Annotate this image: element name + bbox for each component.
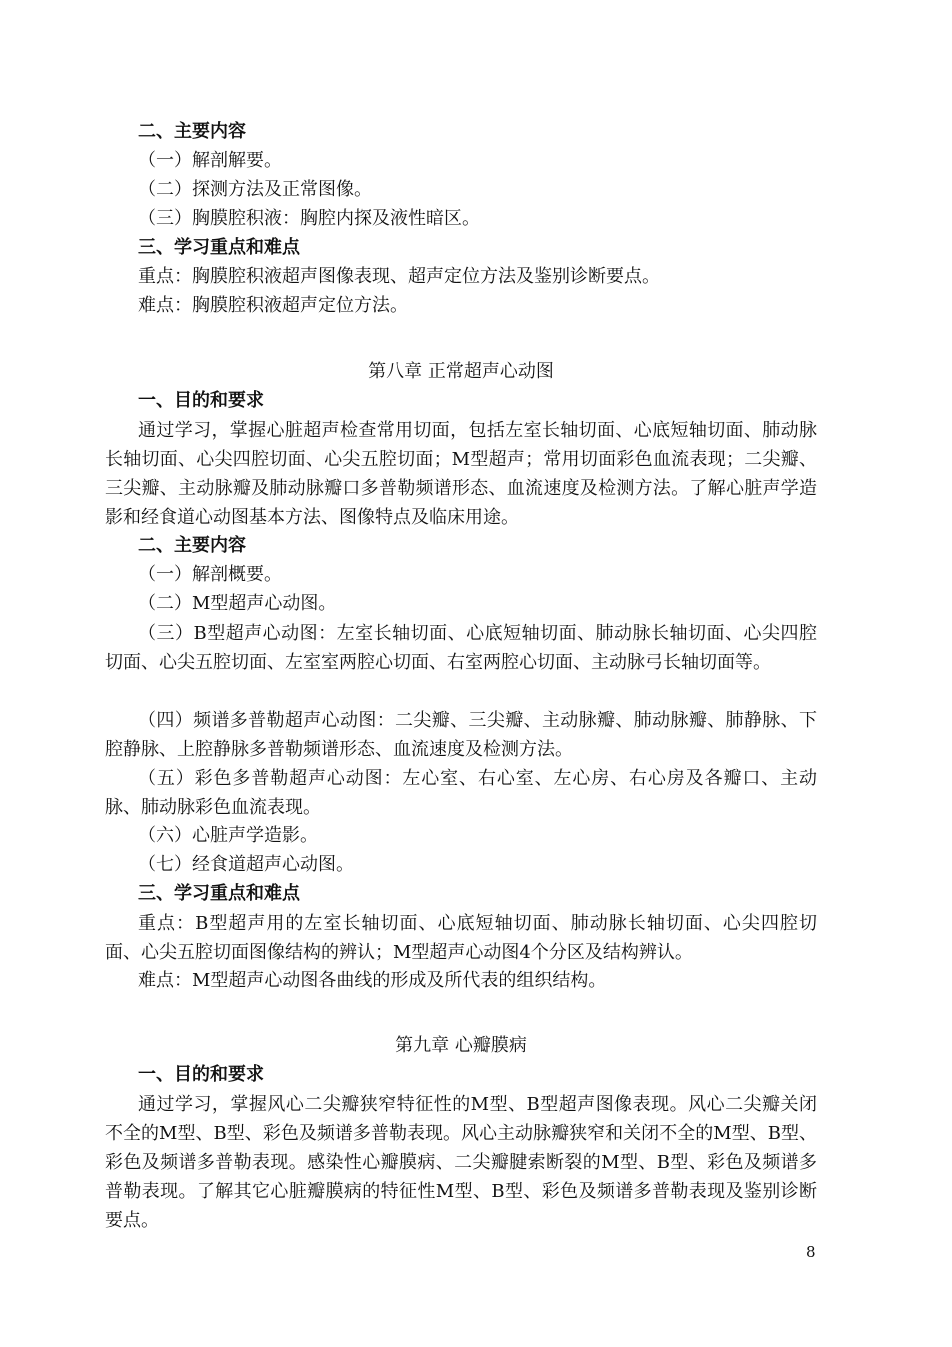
paragraph: 通过学习，掌握心脏超声检查常用切面，包括左室长轴切面、心底短轴切面、肺动脉长轴切面、心尖四腔切面、心尖五腔切面；M型超声；常用切面彩色血流表现；二尖瓣、三尖瓣、主动脉瓣及肺动脉瓣口多普勒频谱形态、血流速度及检测方法。了解心脏声学造影和经食道心动图基本方法、图像特点及临床用途。	[105, 420, 817, 528]
list-item: （六）心脏声学造影。	[138, 825, 318, 846]
difficulty-text: 难点：M型超声心动图各曲线的形成及所代表的组织结构。	[138, 970, 607, 991]
key-point-text: 重点：胸膜腔积液超声图像表现、超声定位方法及鉴别诊断要点。	[138, 266, 660, 287]
section-heading-objectives: 一、目的和要求	[138, 390, 264, 411]
section-heading-key-points: 三、学习重点和难点	[138, 237, 300, 258]
difficulty-text: 难点：胸膜腔积液超声定位方法。	[138, 295, 408, 316]
page-number: 8	[806, 1243, 816, 1261]
list-item: （一）解剖解要。	[138, 150, 282, 171]
list-item: （三）胸膜腔积液：胸腔内探及液性暗区。	[138, 208, 480, 229]
section-heading-objectives: 一、目的和要求	[138, 1064, 264, 1085]
section-heading-main-content: 二、主要内容	[138, 535, 246, 556]
list-item: （七）经食道超声心动图。	[138, 854, 354, 875]
chapter-title: 第八章 正常超声心动图	[368, 361, 554, 382]
list-item: （二）M型超声心动图。	[138, 593, 337, 614]
list-item: （二）探测方法及正常图像。	[138, 179, 372, 200]
list-item: （一）解剖概要。	[138, 564, 282, 585]
paragraph: 通过学习，掌握风心二尖瓣狭窄特征性的M型、B型超声图像表现。风心二尖瓣关闭不全的M型、B型、彩色及频谱多普勒表现。风心主动脉瓣狭窄和关闭不全的M型、B型、彩色及频谱多普勒表现。感染性心瓣膜病、二尖瓣腱索断裂的M型、B型、彩色及频谱多普勒表现。了解其它心脏瓣膜病的特征性M型、B型、彩色及频谱多普勒表现及鉴别诊断要点。	[105, 1094, 818, 1231]
key-point-text: 重点：B型超声用的左室长轴切面、心底短轴切面、肺动脉长轴切面、心尖四腔切面、心尖五腔切面图像结构的辨认；M型超声心动图4个分区及结构辨认。	[105, 913, 817, 963]
section-heading-main-content: 二、主要内容	[138, 121, 246, 142]
list-item: （四）频谱多普勒超声心动图：二尖瓣、三尖瓣、主动脉瓣、肺动脉瓣、肺静脉、下腔静脉、上腔静脉多普勒频谱形态、血流速度及检测方法。	[105, 710, 817, 760]
chapter-title: 第九章 心瓣膜病	[395, 1035, 527, 1056]
section-heading-key-points: 三、学习重点和难点	[138, 883, 300, 904]
list-item: （五）彩色多普勒超声心动图：左心室、右心室、左心房、右心房及各瓣口、主动脉、肺动脉彩色血流表现。	[105, 768, 817, 818]
list-item: （三）B型超声心动图：左室长轴切面、心底短轴切面、肺动脉长轴切面、心尖四腔切面、心尖五腔切面、左室室两腔心切面、右室两腔心切面、主动脉弓长轴切面等。	[105, 623, 817, 673]
